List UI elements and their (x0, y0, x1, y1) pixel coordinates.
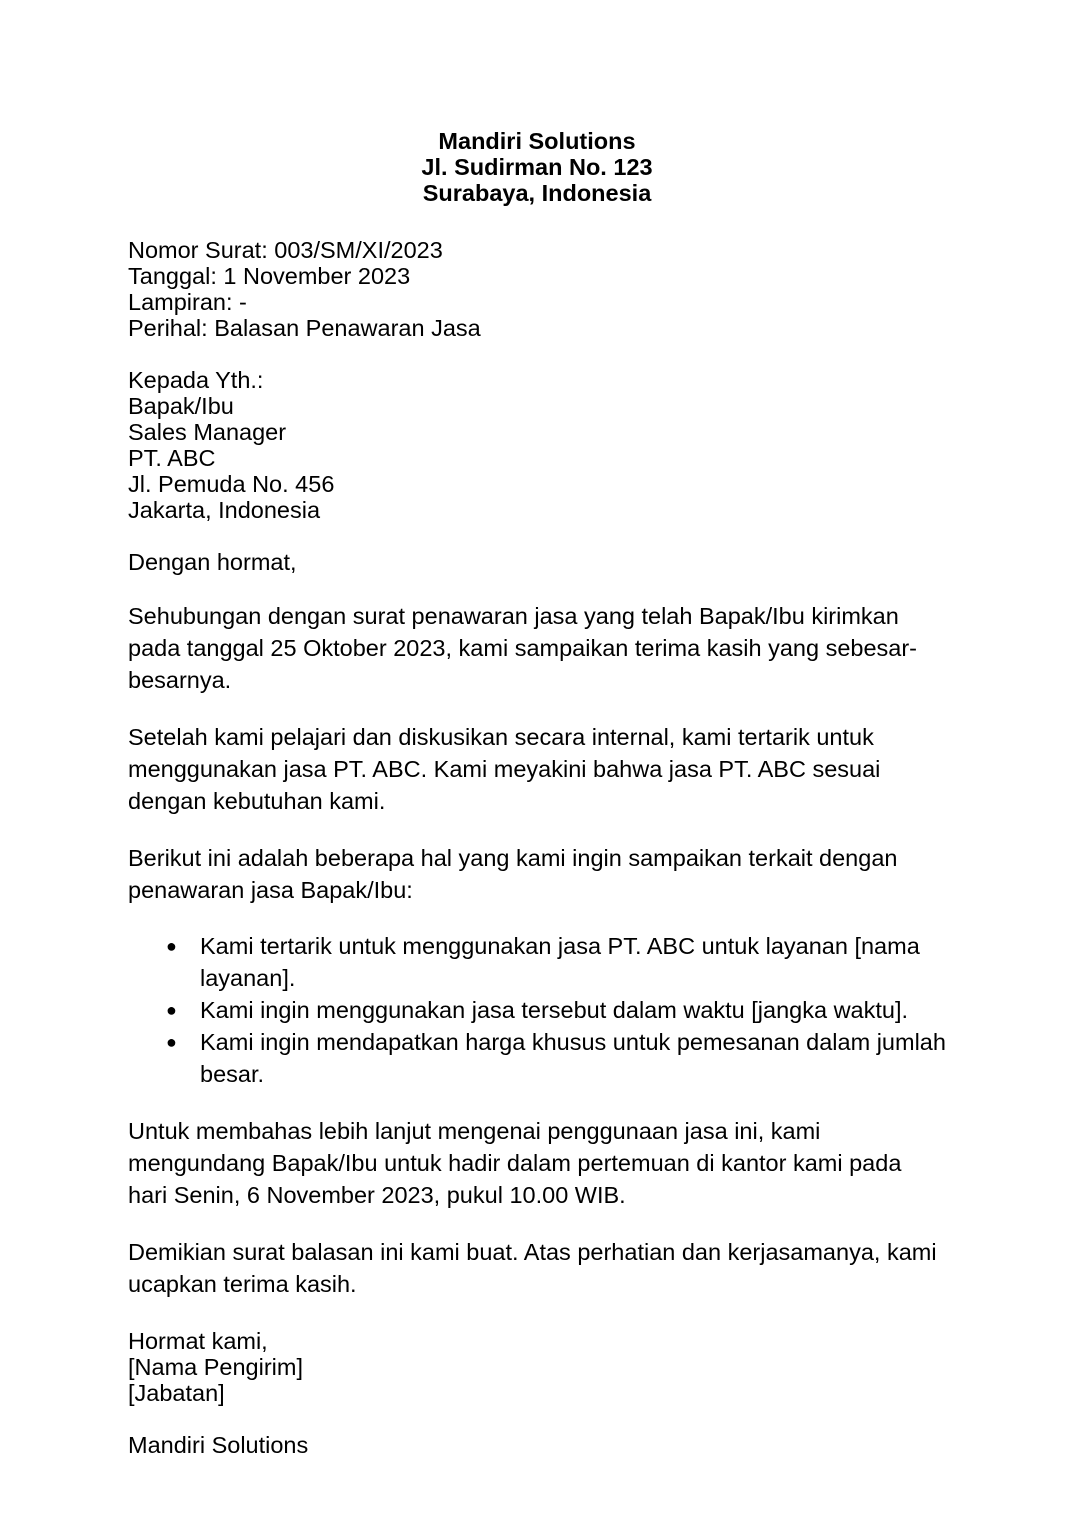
body-paragraph-2: Setelah kami pelajari dan diskusikan secara internal, kami tertarik untuk menggunakan jasa PT. ABC. Kami meyakini bahwa jasa PT. ABC sesuai dengan kebutuhan kami. (128, 724, 881, 814)
signature-block (128, 1328, 946, 1406)
reference-letter-number: Nomor Surat: 003/SM/XI/2023 (128, 237, 443, 263)
list-item (128, 994, 946, 1026)
recipient-street-address: Jl. Pemuda No. 456 (128, 471, 335, 497)
reference-attachment: Lampiran: - (128, 289, 247, 315)
recipient-job-title: Sales Manager (128, 419, 287, 445)
signature-company: Mandiri Solutions (128, 1431, 309, 1458)
recipient-block (128, 367, 946, 523)
letterhead-street-address: Jl. Sudirman No. 123 (421, 154, 653, 180)
body-paragraph-1: Sehubungan dengan surat penawaran jasa yang telah Bapak/Ibu kirimkan pada tanggal 25 Oktober 2023, kami sampaikan terima kasih yang sebesar-besarnya. (128, 603, 918, 693)
list-item-label: Kami ingin mendapatkan harga khusus untuk pemesanan dalam jumlah besar. (200, 1028, 946, 1087)
body-paragraph-5: Demikian surat balasan ini kami buat. Atas perhatian dan kerjasamanya, kami ucapkan terima kasih. (128, 1238, 937, 1297)
signature-sender-title: [Jabatan] (128, 1379, 225, 1406)
recipient-city-country: Jakarta, Indonesia (128, 497, 321, 523)
signature-sender-name: [Nama Pengirim] (128, 1353, 303, 1380)
letterhead-company-name: Mandiri Solutions (438, 128, 636, 154)
bullet-icon: ● (166, 935, 177, 956)
letterhead-city-country: Surabaya, Indonesia (422, 180, 652, 206)
letter-body-area (128, 0, 946, 1458)
bullet-icon: ● (166, 999, 177, 1020)
reference-subject: Perihal: Balasan Penawaran Jasa (128, 315, 481, 341)
signature-closing: Hormat kami, (128, 1327, 268, 1354)
list-item-label: Kami tertarik untuk menggunakan jasa PT. ABC untuk layanan [nama layanan]. (200, 932, 920, 991)
reference-date: Tanggal: 1 November 2023 (128, 263, 411, 289)
reference-block (128, 237, 946, 341)
body-paragraph-3: Berikut ini adalah beberapa hal yang kami ingin sampaikan terkait dengan penawaran jasa Bapak/Ibu: (128, 845, 898, 903)
recipient-company: PT. ABC (128, 445, 216, 471)
list-item-label: Kami ingin menggunakan jasa tersebut dalam waktu [jangka waktu]. (200, 996, 909, 1023)
list-item (128, 930, 946, 994)
bullet-icon: ● (166, 1031, 177, 1052)
recipient-honorific: Bapak/Ibu (128, 393, 234, 419)
salutation: Dengan hormat, (128, 549, 297, 575)
body-paragraph-4: Untuk membahas lebih lanjut mengenai penggunaan jasa ini, kami mengundang Bapak/Ibu untuk hadir dalam pertemuan di kantor kami pada hari Senin, 6 November 2023, pukul 10.00 WIB. (128, 1117, 902, 1208)
recipient-heading: Kepada Yth.: (128, 367, 264, 393)
letterhead (128, 0, 946, 206)
list-item (128, 1026, 946, 1090)
offer-points-list (128, 930, 946, 1090)
